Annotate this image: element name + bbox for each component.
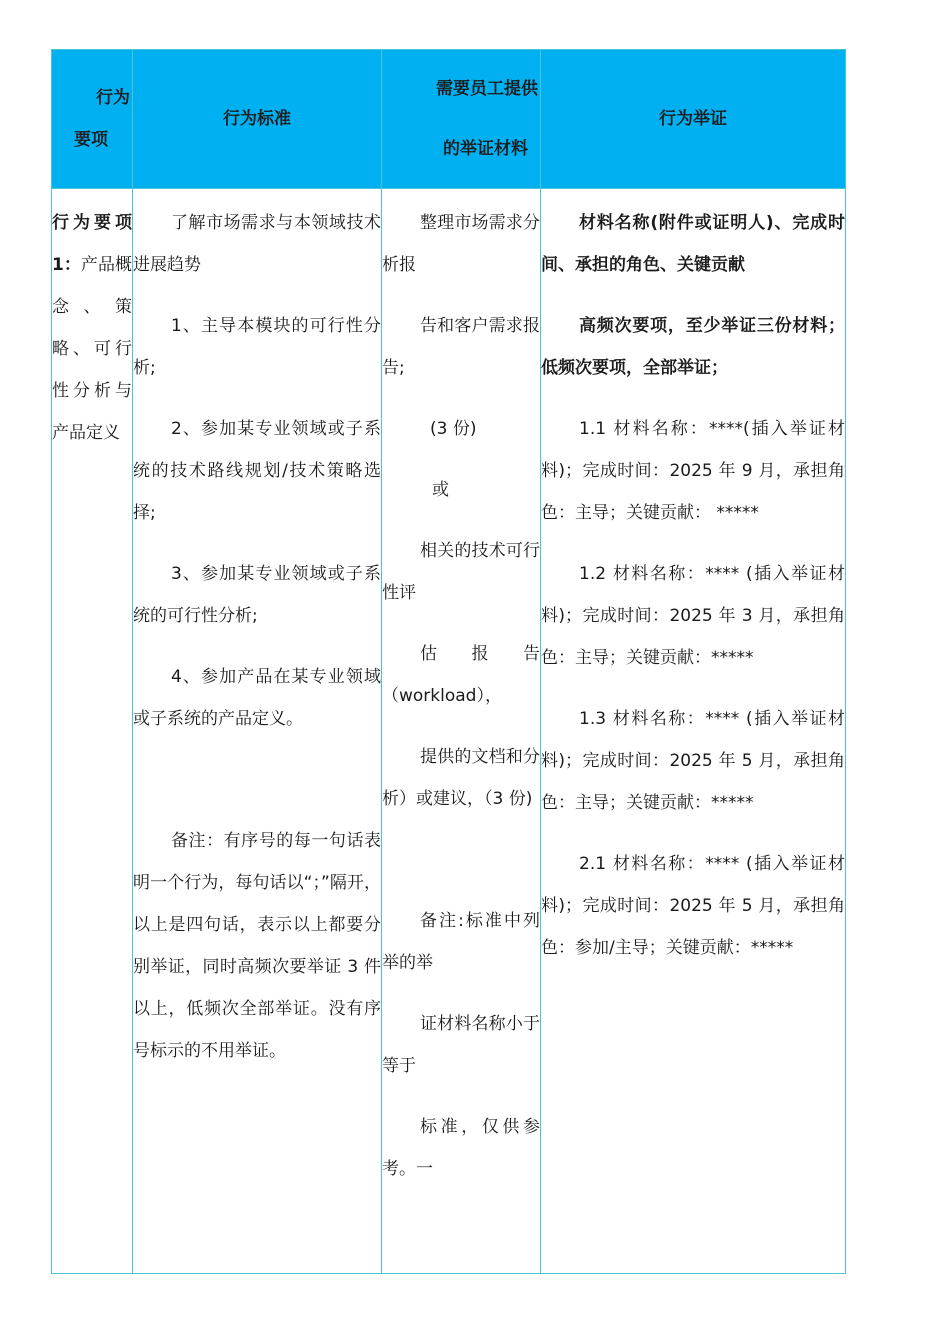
header-behavior-standard: 行为标准 [133,50,382,189]
behavior-table [51,49,846,1274]
material-2b: 估 报 告（workload）， [382,644,540,706]
material-2a: 相关的技术可行性评 [382,541,540,603]
standard-item-2: 2、参加某专业领域或子系统的技术路线规划/技术策略选择; [133,419,381,523]
header-row [52,50,846,189]
standard-item-1: 1、主导本模块的可行性分析; [133,316,381,378]
evidence-requirement: 高频次要项，至少举证三份材料；低频次要项，全部举证； [541,316,845,378]
behavior-item-description: 产品概念、策略、可行性分析与产品定义 [52,255,132,443]
header-evidence-materials [382,50,541,189]
standard-item-3: 3、参加某专业领域或子系统的可行性分析; [133,564,381,626]
material-1b: 告和客户需求报告; [382,316,540,378]
header-behavior-evidence: 行为举证 [541,50,846,189]
standard-note: 备注：有序号的每一句话表明一个行为，每句话以“；”隔开，以上是四句话，表示以上都要分别举证，同时高频次要举证 3 件以上，低频次全部举证。没有序号标示的不用举证。 [133,831,381,1061]
standard-item-4: 4、参加产品在某专业领域或子系统的产品定义。 [133,667,381,729]
header-behavior-item [52,50,133,189]
evidence-entry-1-3: 1.3 材料名称：**** (插入举证材料)；完成时间：2025 年 5 月，承担角色：主导；关键贡献：***** [541,709,845,813]
header-behavior-item-line2: 要项 [74,130,108,150]
header-evidence-materials-line2: 的举证材料 [443,139,528,159]
material-1a: 整理市场需求分析报 [382,213,540,275]
material-note-a: 备注:标准中列举的举 [382,911,540,973]
material-1c: (3 份) [430,419,477,439]
behavior-item-cell [52,189,133,1274]
behavior-item-label: 行为要项 1： [52,213,132,275]
table-row [52,189,846,1274]
material-note-c: 标准，仅供参考。一 [382,1117,540,1179]
material-or: 或 [432,480,449,500]
evidence-entry-1-2: 1.2 材料名称：**** (插入举证材料)；完成时间：2025 年 3 月，承担角色：主导；关键贡献：***** [541,564,845,668]
header-evidence-materials-line1: 需要员工提供 [436,79,538,99]
evidence-materials-cell [382,189,541,1274]
evidence-entry-1-1: 1.1 材料名称：****(插入举证材料)；完成时间：2025 年 9 月，承担角色：主导；关键贡献： ***** [541,419,845,523]
material-note-b: 证材料名称小于等于 [382,1014,540,1076]
evidence-instruction: 材料名称(附件或证明人)、完成时间、承担的角色、关键贡献 [541,213,845,275]
evidence-entry-2-1: 2.1 材料名称：**** (插入举证材料)；完成时间：2025 年 5 月，承担角色：参加/主导；关键贡献：***** [541,854,845,958]
standard-intro: 了解市场需求与本领域技术进展趋势 [133,213,381,275]
header-behavior-item-line1: 行为 [96,88,130,108]
material-2c: 提供的文档和分析）或建议，（3 份) [382,747,540,809]
behavior-evidence-cell [541,189,846,1274]
behavior-standard-cell [133,189,382,1274]
